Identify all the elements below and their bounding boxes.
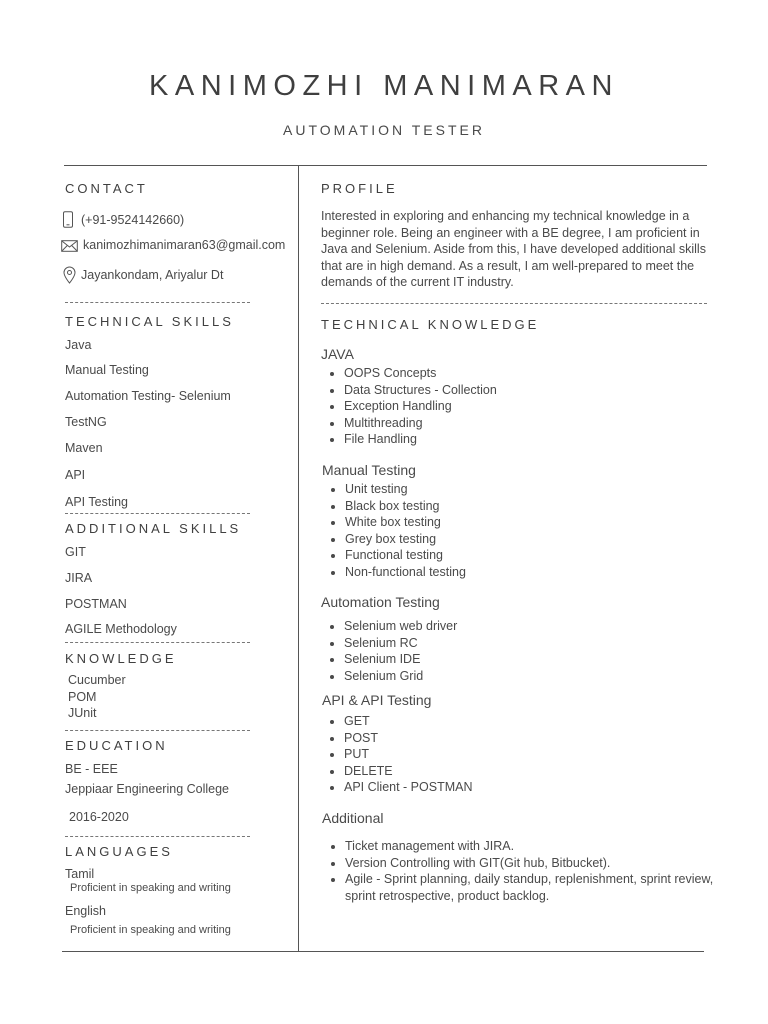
mail-icon bbox=[61, 240, 78, 252]
list-item: • Selenium IDE bbox=[344, 651, 457, 668]
skill-item: Java bbox=[65, 338, 92, 352]
list-item: • DELETE bbox=[344, 763, 473, 780]
education-degree: BE - EEE bbox=[65, 762, 118, 776]
list-item: • Multithreading bbox=[344, 415, 497, 432]
list-item: • File Handling bbox=[344, 431, 497, 448]
skill-item: TestNG bbox=[65, 415, 107, 429]
profile-text: Interested in exploring and enhancing my technical knowledge in a beginner role. Being an engineer with a BE degree, I am proficient in Java and Selenium. Aside from this, I have developed additional skills that are in high demand. As a result, I am well-prepared to meet the demands of the current IT industry. bbox=[321, 209, 706, 290]
column-divider bbox=[298, 165, 299, 951]
languages-heading: LANGUAGES bbox=[65, 844, 173, 859]
list-item: • Version Controlling with GIT(Git hub, Bitbucket). bbox=[345, 855, 720, 872]
language-level: Proficient in speaking and writing bbox=[70, 882, 231, 894]
list-item: • PUT bbox=[344, 746, 473, 763]
contact-heading: CONTACT bbox=[65, 181, 148, 196]
phone-icon bbox=[62, 211, 74, 228]
list-item: • Unit testing bbox=[345, 481, 466, 498]
bottom-rule bbox=[62, 951, 704, 952]
knowledge-group-title: Manual Testing bbox=[322, 462, 416, 478]
additional-skills-heading: ADDITIONAL SKILLS bbox=[65, 521, 242, 536]
list-item: • API Client - POSTMAN bbox=[344, 779, 473, 796]
divider bbox=[65, 642, 250, 643]
knowledge-group-list bbox=[321, 365, 497, 448]
list-item: • Data Structures - Collection bbox=[344, 382, 497, 399]
technical-knowledge-heading: TECHNICAL KNOWLEDGE bbox=[321, 317, 540, 332]
knowledge-group-list bbox=[322, 481, 466, 580]
knowledge-item: Cucumber bbox=[68, 673, 126, 687]
knowledge-heading: KNOWLEDGE bbox=[65, 651, 177, 666]
language-name: English bbox=[65, 904, 106, 918]
technical-skills-heading: TECHNICAL SKILLS bbox=[65, 314, 234, 329]
list-item: • OOPS Concepts bbox=[344, 365, 497, 382]
skill-item: Manual Testing bbox=[65, 363, 149, 377]
list-item: • Ticket management with JIRA. bbox=[345, 838, 720, 855]
language-level: Proficient in speaking and writing bbox=[70, 924, 231, 936]
list-item: • Selenium RC bbox=[344, 635, 457, 652]
profile-heading: PROFILE bbox=[321, 181, 398, 196]
knowledge-group-title: Automation Testing bbox=[321, 594, 440, 610]
knowledge-group-list bbox=[321, 618, 457, 684]
education-college: Jeppiaar Engineering College bbox=[65, 782, 230, 796]
knowledge-group-list bbox=[322, 838, 720, 904]
knowledge-item: JUnit bbox=[68, 706, 97, 720]
contact-email[interactable]: kanimozhimanimaran63@gmail.com bbox=[83, 238, 286, 252]
additional-skill-item: GIT bbox=[65, 545, 86, 559]
list-item: • Non-functional testing bbox=[345, 564, 466, 581]
skill-item: Automation Testing- Selenium bbox=[65, 389, 231, 403]
knowledge-group-list bbox=[321, 713, 473, 796]
education-heading: EDUCATION bbox=[65, 738, 168, 753]
divider bbox=[65, 302, 250, 303]
list-item: • POST bbox=[344, 730, 473, 747]
list-item: • Exception Handling bbox=[344, 398, 497, 415]
contact-location: Jayankondam, Ariyalur Dt bbox=[81, 268, 224, 282]
top-rule bbox=[64, 165, 707, 166]
skill-item: Maven bbox=[65, 441, 103, 455]
contact-phone: (+91-9524142660) bbox=[81, 213, 185, 227]
skill-item: API bbox=[65, 468, 86, 482]
divider bbox=[321, 303, 707, 304]
list-item: • White box testing bbox=[345, 514, 466, 531]
knowledge-group-title: Additional bbox=[322, 810, 384, 826]
education-years: 2016-2020 bbox=[69, 810, 129, 824]
divider bbox=[65, 836, 250, 837]
language-name: Tamil bbox=[65, 867, 95, 881]
candidate-name: KANIMOZHI MANIMARAN bbox=[149, 70, 619, 102]
list-item: • Functional testing bbox=[345, 547, 466, 564]
list-item: • Grey box testing bbox=[345, 531, 466, 548]
divider bbox=[65, 513, 250, 514]
additional-skill-item: AGILE Methodology bbox=[65, 622, 177, 636]
knowledge-item: POM bbox=[68, 690, 97, 704]
additional-skill-item: POSTMAN bbox=[65, 597, 127, 611]
list-item: • Selenium Grid bbox=[344, 668, 457, 685]
job-title: AUTOMATION TESTER bbox=[283, 122, 485, 138]
list-item: • Black box testing bbox=[345, 498, 466, 515]
list-item: • GET bbox=[344, 713, 473, 730]
divider bbox=[65, 730, 250, 731]
knowledge-group-title: JAVA bbox=[321, 346, 354, 362]
skill-item: API Testing bbox=[65, 495, 129, 509]
knowledge-group-title: API & API Testing bbox=[322, 692, 432, 708]
location-pin-icon bbox=[63, 266, 76, 284]
list-item: • Agile - Sprint planning, daily standup, replenishment, sprint review, sprint retrospective, product backlog. bbox=[345, 871, 720, 904]
additional-skill-item: JIRA bbox=[65, 571, 93, 585]
list-item: • Selenium web driver bbox=[344, 618, 457, 635]
